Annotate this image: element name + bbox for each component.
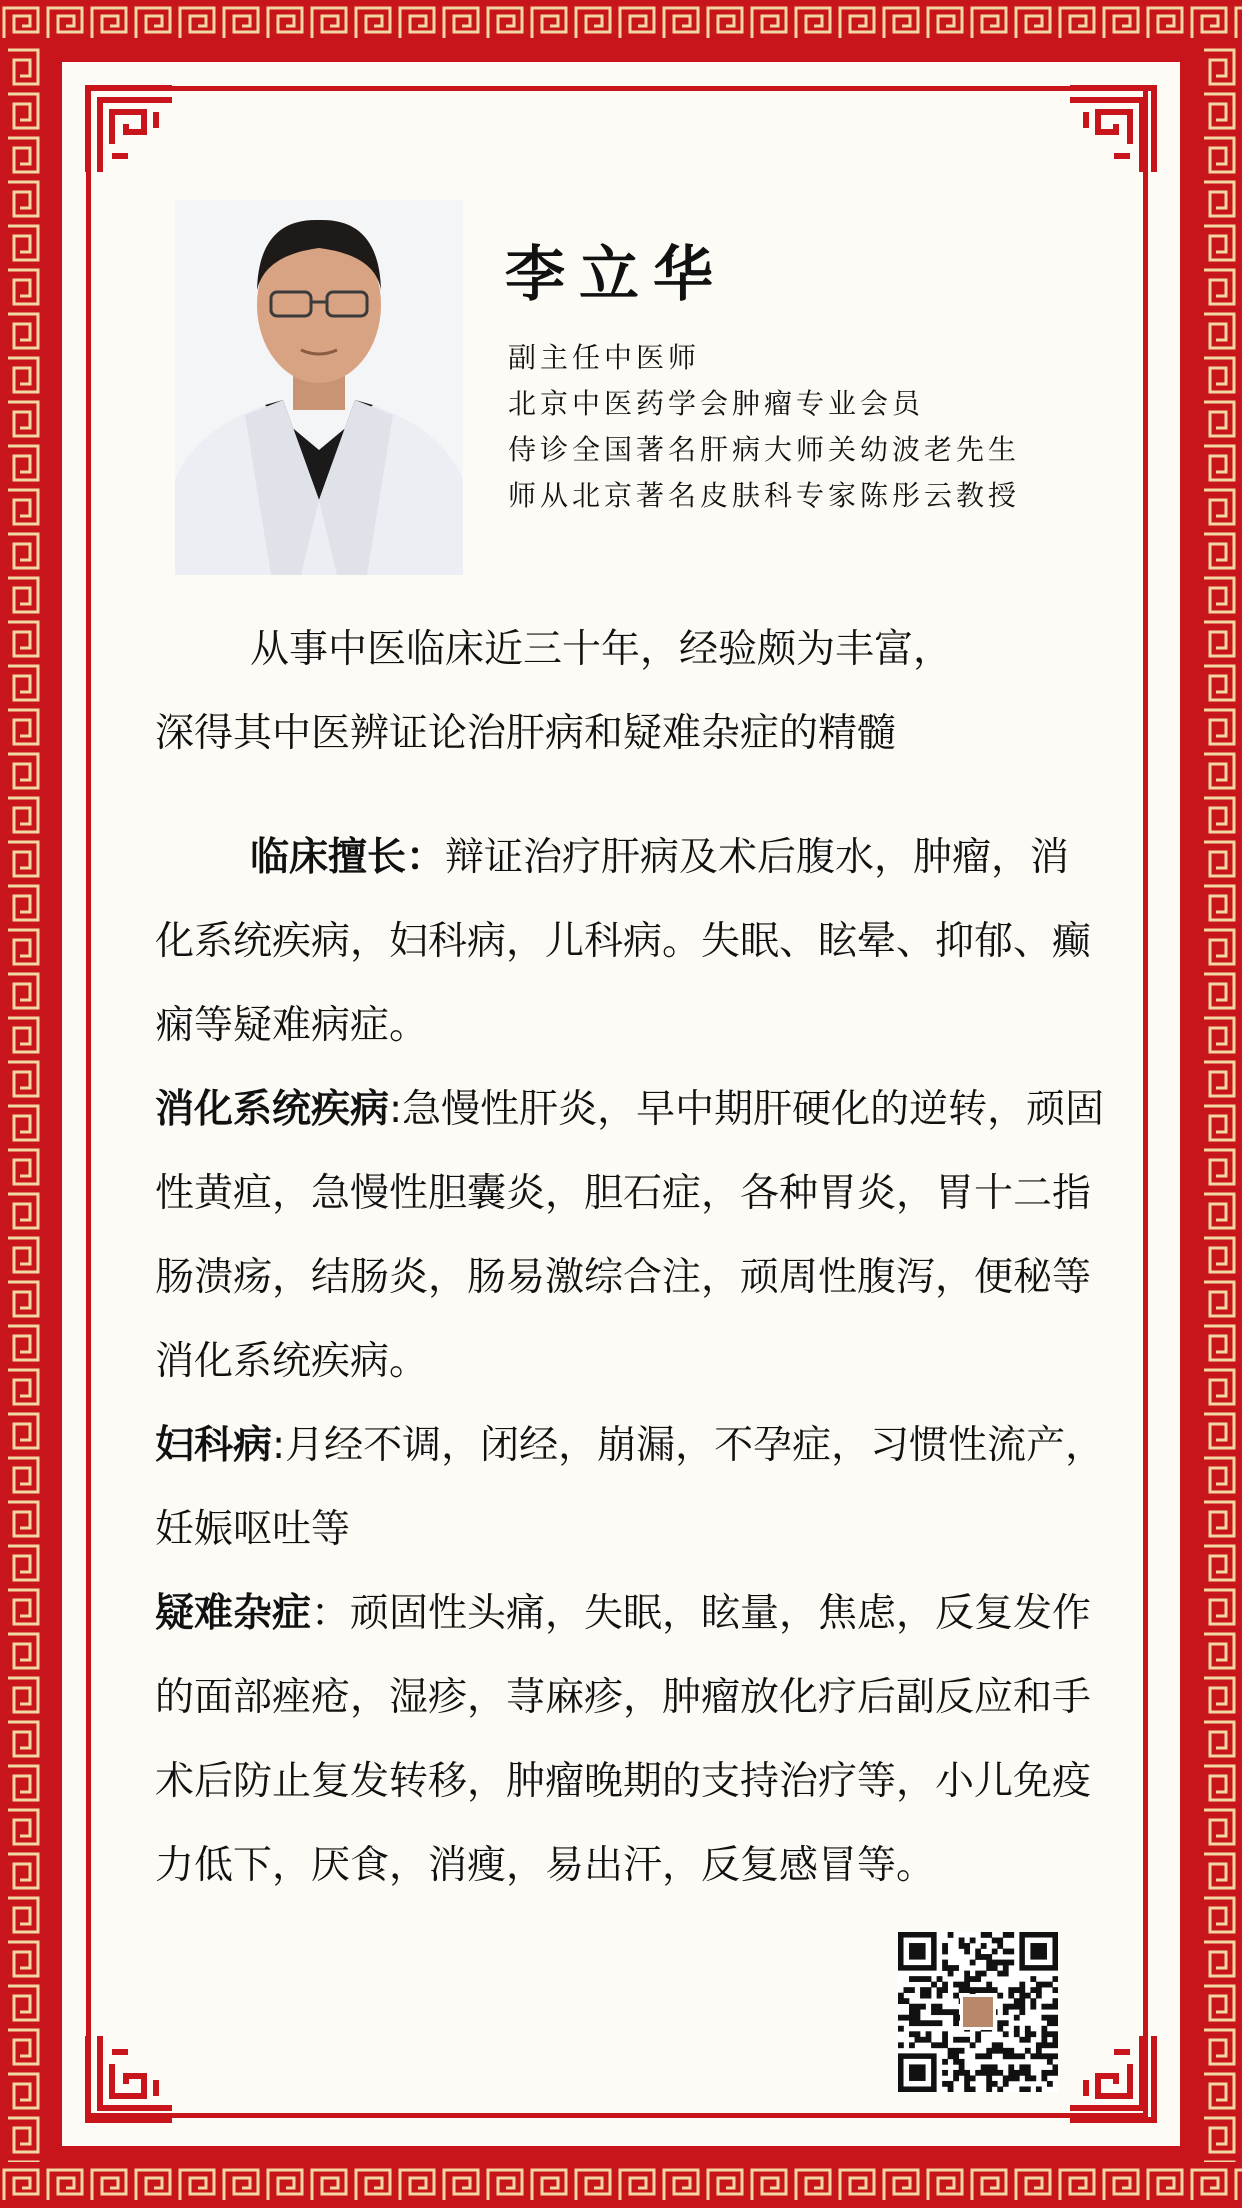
specialty-label: 消化系统疾病 <box>155 1087 390 1132</box>
qr-code-icon[interactable] <box>898 1932 1058 2092</box>
credential-item: 副主任中医师 <box>508 341 701 374</box>
corner-ornament-bottom-right <box>1066 2032 1158 2124</box>
specialty-label: 临床擅长： <box>250 835 446 880</box>
right-fret-border <box>1196 46 1242 2162</box>
specialty-text: :急慢性肝炎，早中期肝硬化的逆转，顽固性黄疸，急慢性胆囊炎，胆石症，各种胃炎，胃十二指肠溃疡，结肠炎，肠易激综合注，顽周性腹泻，便秘等消化系统疾病。 <box>155 1087 1105 1384</box>
doctor-name: 李立华 <box>505 240 727 310</box>
intro-line-2: 深得其中医辨证论治肝病和疑难杂症的精髓 <box>155 711 897 756</box>
description-body <box>155 608 1105 1908</box>
specialty-clinical <box>155 816 1105 1068</box>
credential-item: 侍诊全国著名肝病大师关幼波老先生 <box>508 433 1021 466</box>
specialty-difficult-cases <box>155 1572 1105 1908</box>
top-fret-border <box>0 0 1242 46</box>
credential-item: 师从北京著名皮肤科专家陈彤云教授 <box>508 479 1021 512</box>
bottom-fret-border <box>0 2162 1242 2208</box>
credentials-list <box>508 335 1108 519</box>
corner-ornament-bottom-left <box>84 2032 176 2124</box>
specialty-text: 辩证治疗肝病及术后腹水，肿瘤，消化系统疾病，妇科病，儿科病。失眠、眩晕、抑郁、癫痫等疑难病症。 <box>155 835 1092 1048</box>
corner-ornament-top-right <box>1066 84 1158 176</box>
corner-ornament-top-left <box>84 84 176 176</box>
specialty-digestive <box>155 1068 1105 1404</box>
specialty-label: 疑难杂症 <box>155 1591 312 1636</box>
credential-item: 北京中医药学会肿瘤专业会员 <box>508 387 925 420</box>
specialty-gynecology <box>155 1404 1105 1572</box>
intro-line-1: 从事中医临床近三十年，经验颇为丰富， <box>250 627 953 672</box>
doctor-portrait <box>175 200 463 575</box>
intro-paragraph <box>155 608 1105 776</box>
specialty-text: :月经不调，闭经，崩漏，不孕症，习惯性流产，妊娠呕吐等 <box>155 1423 1105 1552</box>
left-fret-border <box>0 46 46 2162</box>
specialty-text: ：顽固性头痛，失眠，眩量，焦虑，反复发作的面部痤疮，湿疹，荨麻疹，肿瘤放化疗后副反应和手术后防止复发转移，肿瘤晚期的支持治疗等，小儿免疫力低下，厌食，消瘦，易出汗，反复感冒等。 <box>155 1591 1092 1888</box>
specialty-label: 妇科病 <box>155 1423 273 1468</box>
